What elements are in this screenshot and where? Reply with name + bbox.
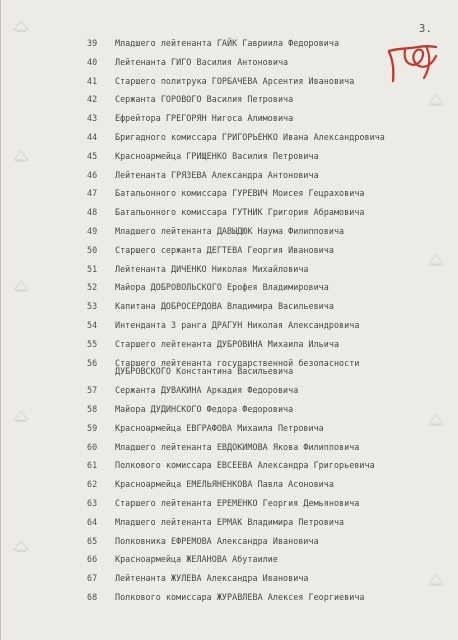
entry-number: 67	[87, 573, 98, 584]
entry-text: Лейтенанта ЖУЛЕВА Александра Ивановича	[115, 573, 309, 584]
list-item	[87, 77, 450, 96]
entry-text: Красноармейца ЕВГРАФОВА Михаила Петровича	[115, 422, 324, 433]
watermark-icon	[11, 408, 31, 424]
list-item	[87, 537, 450, 556]
watermark-icon	[426, 252, 446, 268]
entry-text: Младшего лейтенанта ДАВЫДЮК Наума Филипповича	[115, 225, 345, 236]
entry-number: 52	[87, 282, 98, 293]
entry-text: Красноармейца ГРИЩЕНКО Василия Петровича	[115, 150, 319, 161]
list-item	[87, 461, 450, 480]
entry-number: 56	[87, 357, 98, 368]
entry-text: Лейтенанта ГРЯЗЕВА Александра Антоновича	[115, 169, 319, 180]
entry-text: Лейтенанта ДИЧЕНКО Николая Михайловича	[115, 263, 309, 274]
entry-number: 57	[87, 385, 98, 396]
entry-number: 51	[87, 263, 98, 274]
entry-number: 62	[87, 479, 98, 490]
list-item	[87, 58, 450, 77]
entry-text: Старшего политрука ГОРБАЧЕВА Арсентия Ивановича	[115, 75, 355, 86]
entry-text: Капитана ДОБРОСЕРДОВА Владимира Васильевича	[115, 301, 334, 312]
entry-text: Старшего лейтенанта ДУБРОВИНА Михаила Ильича	[115, 338, 340, 349]
list-item	[87, 480, 450, 499]
list-item	[87, 208, 450, 227]
entry-number: 59	[87, 422, 98, 433]
entry-number: 58	[87, 403, 98, 414]
list-item	[87, 321, 450, 340]
watermark-icon	[11, 18, 31, 34]
entry-number: 39	[87, 38, 98, 48]
entry-text: Бригадного комиссара ГРИГОРЬЕНКО Ивана Александровича	[115, 131, 385, 142]
entry-text: Лейтенанта ГИГО Василия Антоновича	[115, 56, 289, 67]
entry-text: Красноармейца ЖЕЛАНОВА Абутаилие	[115, 554, 278, 565]
list-item	[87, 424, 450, 443]
list-item	[87, 386, 450, 405]
list-item	[87, 302, 450, 321]
list-item	[87, 359, 450, 387]
list-item	[87, 443, 450, 462]
entry-text: Старшего сержанта ДЕГТЕВА Георгия Ивановича	[115, 244, 334, 255]
entry-number: 50	[87, 244, 98, 255]
entry-number: 43	[87, 113, 98, 124]
entry-number: 44	[87, 131, 98, 142]
entry-text: Сержанта ГОРОВОГО Василия Петровича	[115, 94, 294, 105]
entry-number: 55	[87, 338, 98, 349]
entry-text: Полкового комиссара ЕВСЕЕВА Александра Григорьевича	[115, 460, 375, 471]
watermark-icon	[426, 92, 446, 108]
entry-number: 42	[87, 94, 98, 105]
list-item	[87, 133, 450, 152]
list-item	[87, 574, 450, 593]
entry-number: 68	[87, 591, 98, 602]
entry-text	[115, 359, 359, 377]
page-number: 3.	[418, 22, 432, 35]
entry-text: Сержанта ДУВАКИНА Аркадия Федоровича	[115, 385, 299, 396]
watermark-icon	[11, 538, 31, 554]
entry-number: 54	[87, 319, 98, 330]
list-item	[87, 171, 450, 190]
list-item	[87, 39, 450, 58]
list-item	[87, 518, 450, 537]
list-item	[87, 340, 450, 359]
list-item	[87, 499, 450, 518]
entry-text: Интенданта 3 ранга ДРАГУН Николая Александровича	[115, 319, 360, 330]
list-item	[87, 114, 450, 133]
entry-number: 61	[87, 460, 98, 471]
entry-number: 47	[87, 188, 98, 199]
entry-number: 45	[87, 150, 98, 161]
entry-number: 49	[87, 225, 98, 236]
entry-number: 41	[87, 75, 98, 86]
list-item	[87, 265, 450, 284]
entry-text: Старшего лейтенанта ЕРЕМЕНКО Георгия Демьяновича	[115, 497, 360, 508]
entry-number: 60	[87, 441, 98, 452]
entry-text: Майора ДУДИНСКОГО Федора Федоровича	[115, 403, 294, 414]
list-item	[87, 405, 450, 424]
list-item	[87, 555, 450, 574]
entry-text-line-1: Старшего лейтенанта государственной безопасности	[115, 357, 360, 368]
list-item	[87, 593, 450, 612]
list-item	[87, 246, 450, 265]
entry-text: Младшего лейтенанта ЕРМАК Владимира Петровича	[115, 516, 345, 527]
entry-number: 40	[87, 56, 98, 67]
list-item	[87, 227, 450, 246]
list-item	[87, 152, 450, 171]
entry-text: Майора ДОБРОВОЛЬСКОГО Ерофея Владимировича	[115, 282, 329, 293]
list-item	[87, 189, 450, 208]
watermark-icon	[426, 572, 446, 588]
entry-text: Младшего лейтенанта ЕВДОКИМОВА Якова Филипповича	[115, 441, 360, 452]
entry-text: Батальонного комиссара ГУРЕВИЧ Моисея Гецраховича	[115, 188, 365, 199]
entry-text: Полковника ЕФРЕМОВА Александра Ивановича	[115, 535, 319, 546]
entry-text: Батальонного комиссара ГУТНИК Григория Абрамовича	[115, 207, 365, 218]
entry-number: 64	[87, 516, 98, 527]
entry-text: Полкового комиссара ЖУРАВЛЕВА Алексея Георгиевича	[115, 591, 365, 602]
entry-text-line-2: ДУБРОВСКОГО Константина Васильевича	[115, 366, 294, 377]
entry-text: Ефрейтора ГРЕГОРЯН Нигоса Алимовича	[115, 113, 294, 124]
entry-number: 46	[87, 169, 98, 180]
entry-text: Младшего лейтенанта ГАЙК Гавриила Федоровича	[115, 38, 340, 48]
entry-text: Красноармейца ЕМЕЛЬЯНЕНКОВА Павла Асоновича	[115, 479, 334, 490]
list-item	[87, 283, 450, 302]
watermark-icon	[11, 148, 31, 164]
entry-number: 63	[87, 497, 98, 508]
watermark-icon	[11, 278, 31, 294]
entry-number: 53	[87, 301, 98, 312]
entry-number: 66	[87, 554, 98, 565]
list-item	[87, 95, 450, 114]
watermark-icon	[426, 412, 446, 428]
entry-number: 48	[87, 207, 98, 218]
awardee-list	[87, 39, 450, 612]
entry-number: 65	[87, 535, 98, 546]
